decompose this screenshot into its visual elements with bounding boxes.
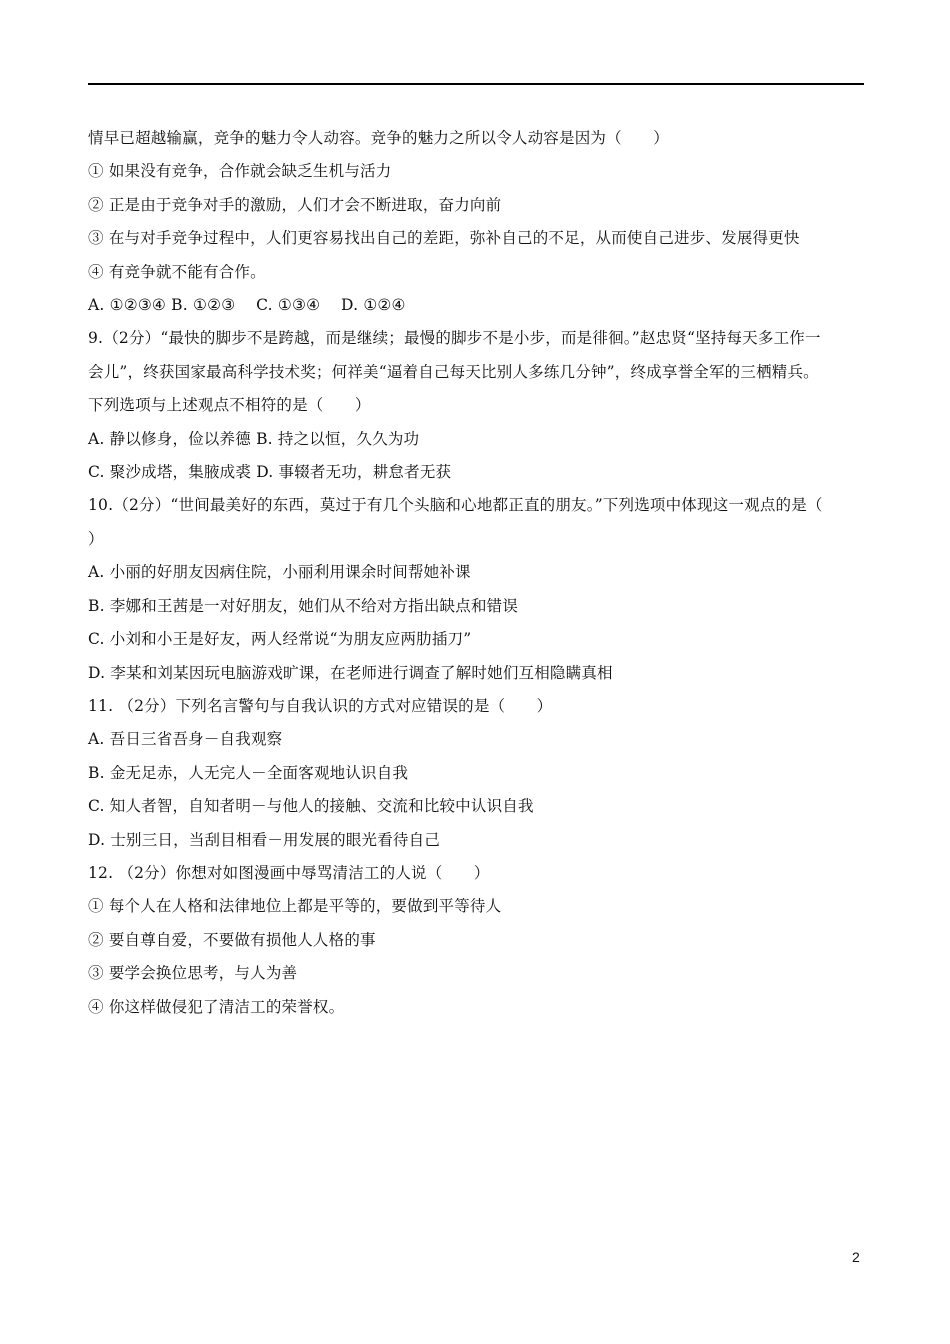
question-10-choice-c: C. 小刘和小王是好友，两人经常说“为朋友应两肋插刀” — [88, 630, 472, 649]
question-9-stem-cont: 会儿”，终获国家最高科学技术奖；何祥美“逼着自己每天比别人多练几分钟”，终成享誉全军的三栖精兵。 — [88, 362, 819, 381]
option-3: ③ 在与对手竞争过程中，人们更容易找出自己的差距，弥补自己的不足，从而使自己进步、发展得更快 — [88, 229, 800, 248]
question-12-option-4: ④ 你这样做侵犯了清洁工的荣誉权。 — [88, 997, 345, 1016]
question-9-choices-ab: A. 静以修身，俭以养德 B. 持之以恒，久久为功 — [88, 429, 420, 448]
question-10-stem: 10.（2分）“世间最美好的东西，莫过于有几个头脑和心地都正直的朋友。”下列选项中体现这一观点的是（ — [88, 496, 823, 515]
question-11-choice-c: C. 知人者智，自知者明－与他人的接触、交流和比较中认识自我 — [88, 797, 534, 816]
question-10-choice-a: A. 小丽的好朋友因病住院，小丽利用课余时间帮她补课 — [88, 563, 471, 582]
question-9-prompt: 下列选项与上述观点不相符的是（ ） — [88, 396, 371, 415]
question-11-choice-b: B. 金无足赤，人无完人－全面客观地认识自我 — [88, 763, 409, 782]
question-11-stem: 11. （2分）下列名言警句与自我认识的方式对应错误的是（ ） — [88, 696, 553, 715]
question-12-stem: 12. （2分）你想对如图漫画中辱骂清洁工的人说（ ） — [88, 863, 490, 882]
question-9-choices-cd: C. 聚沙成塔，集腋成裘 D. 事辍者无功，耕怠者无获 — [88, 463, 452, 482]
question-9-stem: 9.（2分）“最快的脚步不是跨越，而是继续；最慢的脚步不是小步，而是徘徊。”赵忠贤“坚持每天多工作一 — [88, 329, 821, 348]
page-number: 2 — [852, 1249, 860, 1265]
question-11-choice-d: D. 士别三日，当刮目相看－用发展的眼光看待自己 — [88, 830, 441, 849]
question-12-option-2: ② 要自尊自爱，不要做有损他人人格的事 — [88, 930, 376, 949]
question-10-choice-b: B. 李娜和王茜是一对好朋友，她们从不给对方指出缺点和错误 — [88, 596, 519, 615]
question-12-option-1: ① 每个人在人格和法律地位上都是平等的，要做到平等待人 — [88, 897, 502, 916]
text-line: 情早已超越输赢，竞争的魅力令人动容。竞争的魅力之所以令人动容是因为（ ） — [88, 129, 669, 147]
question-11-choice-a: A. 吾日三省吾身－自我观察 — [88, 730, 283, 749]
question-10-stem-cont: ） — [88, 529, 104, 548]
option-1: ① 如果没有竞争，合作就会缺乏生机与活力 — [88, 162, 392, 181]
document-body — [88, 122, 868, 1024]
question-12-option-3: ③ 要学会换位思考，与人为善 — [88, 964, 298, 983]
answer-choices: A. ①②③④ B. ①②③ C. ①③④ D. ①②④ — [88, 296, 406, 315]
header-rule — [88, 83, 864, 85]
option-4: ④ 有竞争就不能有合作。 — [88, 262, 266, 281]
question-10-choice-d: D. 李某和刘某因玩电脑游戏旷课，在老师进行调查了解时她们互相隐瞒真相 — [88, 663, 613, 682]
option-2: ② 正是由于竞争对手的激励，人们才会不断进取，奋力向前 — [88, 195, 502, 214]
